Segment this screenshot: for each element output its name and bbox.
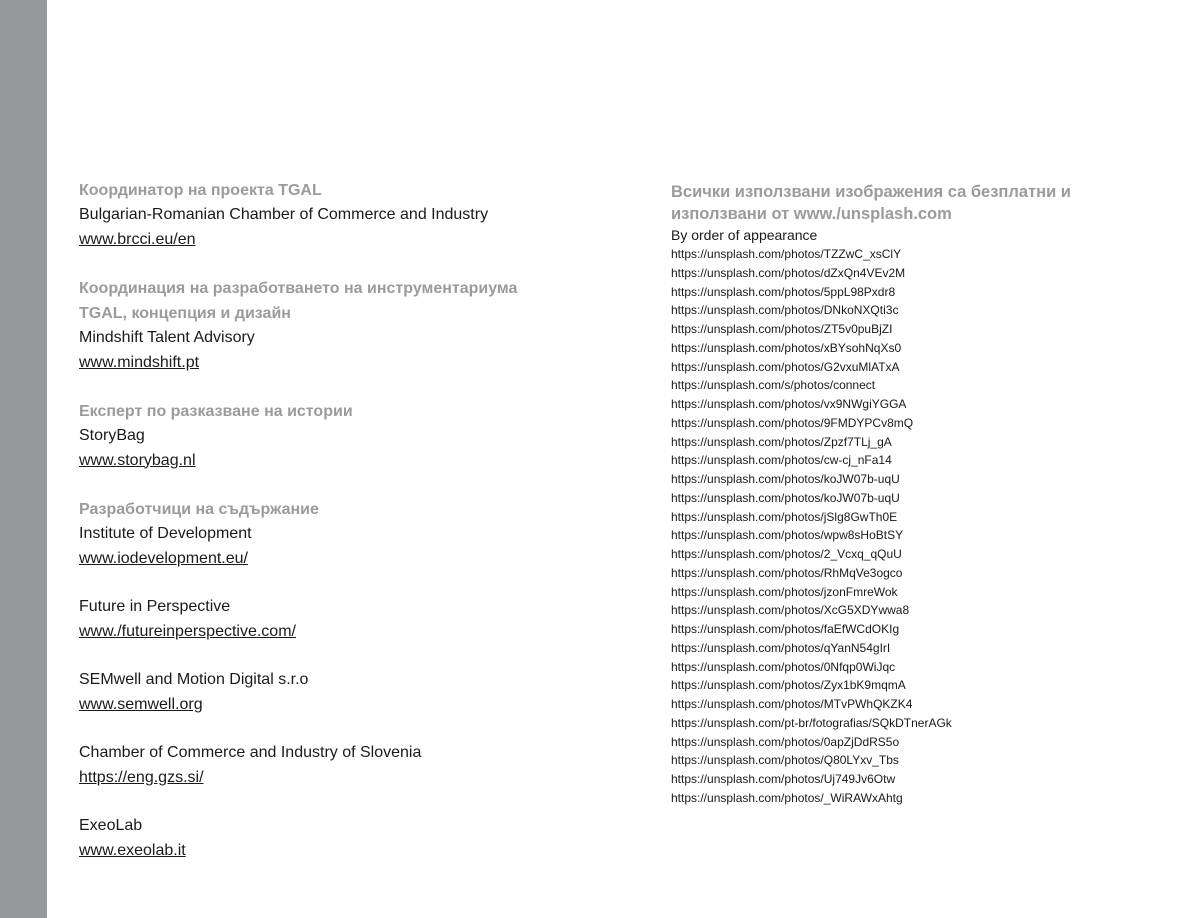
developer-link[interactable]: www./futureinperspective.com/ [79, 622, 296, 640]
image-url-item: https://unsplash.com/photos/0apZjDdRS5o [671, 734, 900, 749]
image-url-list [671, 245, 1141, 808]
image-url-item: https://unsplash.com/photos/cw-cj_nFa14 [671, 453, 892, 468]
image-url-item: https://unsplash.com/photos/2_Vcxq_qQuU [671, 547, 902, 561]
image-url-item: https://unsplash.com/photos/vx9NWgiYGGA [671, 397, 907, 411]
credits-column [79, 178, 639, 887]
image-url-item: https://unsplash.com/photos/koJW07b-uqU [671, 472, 900, 486]
image-url-item: https://unsplash.com/photos/Zpzf7TLj_gA [671, 434, 892, 449]
toolkit-org: Mindshift Talent Advisory [79, 329, 255, 346]
storytelling-link[interactable]: www.storybag.nl [79, 451, 196, 469]
content-developer-section [79, 668, 639, 717]
content-developer-section [79, 741, 639, 790]
developer-org: Institute of Development [79, 525, 252, 542]
image-url-item: https://unsplash.com/s/photos/connect [671, 378, 876, 393]
toolkit-link[interactable]: www.mindshift.pt [79, 353, 200, 371]
image-url-item: https://unsplash.com/photos/ZT5v0puBjZI [671, 322, 893, 336]
content-developer-section [79, 497, 639, 571]
image-url-item: https://unsplash.com/photos/_WiRAWxAhtg [671, 790, 903, 805]
image-url-item: https://unsplash.com/photos/5ppL98Pxdr8 [671, 284, 896, 299]
image-credits-column [671, 181, 1141, 808]
storytelling-org: StoryBag [79, 427, 145, 444]
image-url-item: https://unsplash.com/photos/koJW07b-uqU [671, 490, 900, 505]
content-developers-heading: Разработчици на съдържание [79, 501, 319, 518]
toolkit-heading-line2: TGAL, концепция и дизайн [79, 305, 291, 322]
image-url-item: https://unsplash.com/photos/RhMqVe3ogco [671, 565, 903, 580]
image-url-item: https://unsplash.com/photos/xBYsohNqXs0 [671, 340, 902, 355]
developer-org: ExeoLab [79, 817, 143, 834]
image-url-item: https://unsplash.com/photos/jSlg8GwTh0E [671, 509, 898, 524]
content-developer-section [79, 595, 639, 644]
developer-link[interactable]: www.iodevelopment.eu/ [79, 549, 248, 567]
coordinator-heading: Координатор на проекта TGAL [79, 182, 322, 199]
developer-link[interactable]: www.semwell.org [79, 695, 203, 713]
images-heading-line2: използвани от www./unsplash.com [671, 205, 952, 223]
developer-link[interactable]: www.exeolab.it [79, 841, 186, 859]
image-url-item: https://unsplash.com/photos/TZZwC_xsClY [671, 247, 902, 261]
image-url-item: https://unsplash.com/photos/qYanN54gIrI [671, 640, 891, 655]
coordinator-link[interactable]: www.brcci.eu/en [79, 230, 196, 248]
image-url-item: https://unsplash.com/photos/Zyx1bK9mqmA [671, 678, 906, 693]
image-url-item: https://unsplash.com/photos/DNkoNXQti3c [671, 303, 899, 318]
image-url-item: https://unsplash.com/pt-br/fotografias/SQkDTnerAGk [671, 715, 952, 730]
content-developer-section [79, 814, 639, 863]
image-url-item: https://unsplash.com/photos/MTvPWhQKZK4 [671, 697, 913, 711]
storytelling-section [79, 399, 639, 473]
toolkit-section [79, 276, 639, 375]
image-url-item: https://unsplash.com/photos/Uj749Jv6Otw [671, 772, 896, 786]
image-url-item: https://unsplash.com/photos/faEfWCdOKIg [671, 622, 900, 636]
developer-org: Chamber of Commerce and Industry of Slovenia [79, 744, 422, 761]
coordinator-section [79, 178, 639, 252]
image-url-item: https://unsplash.com/photos/Q80LYxv_Tbs [671, 753, 899, 768]
image-url-item: https://unsplash.com/photos/XcG5XDYwwa8 [671, 603, 910, 618]
side-bar [0, 0, 47, 918]
image-url-item: https://unsplash.com/photos/wpw8sHoBtSY [671, 528, 904, 543]
developer-link[interactable]: https://eng.gzs.si/ [79, 768, 204, 786]
image-url-item: https://unsplash.com/photos/jzonFmreWok [671, 584, 898, 599]
toolkit-heading-line1: Координация на разработването на инструментариума [79, 280, 518, 297]
order-note: By order of appearance [671, 227, 818, 243]
image-url-item: https://unsplash.com/photos/G2vxuMlATxA [671, 359, 900, 374]
developer-org: Future in Perspective [79, 598, 231, 615]
developer-org: SEMwell and Motion Digital s.r.o [79, 671, 309, 688]
image-url-item: https://unsplash.com/photos/9FMDYPCv8mQ [671, 415, 914, 430]
image-url-item: https://unsplash.com/photos/dZxQn4VEv2M [671, 265, 906, 280]
images-heading-line1: Всички използвани изображения са безплатни и [671, 183, 1071, 201]
coordinator-org: Bulgarian-Romanian Chamber of Commerce and Industry [79, 206, 489, 223]
storytelling-heading: Експерт по разказване на истории [79, 403, 353, 420]
image-url-item: https://unsplash.com/photos/0Nfqp0WiJqc [671, 659, 896, 674]
